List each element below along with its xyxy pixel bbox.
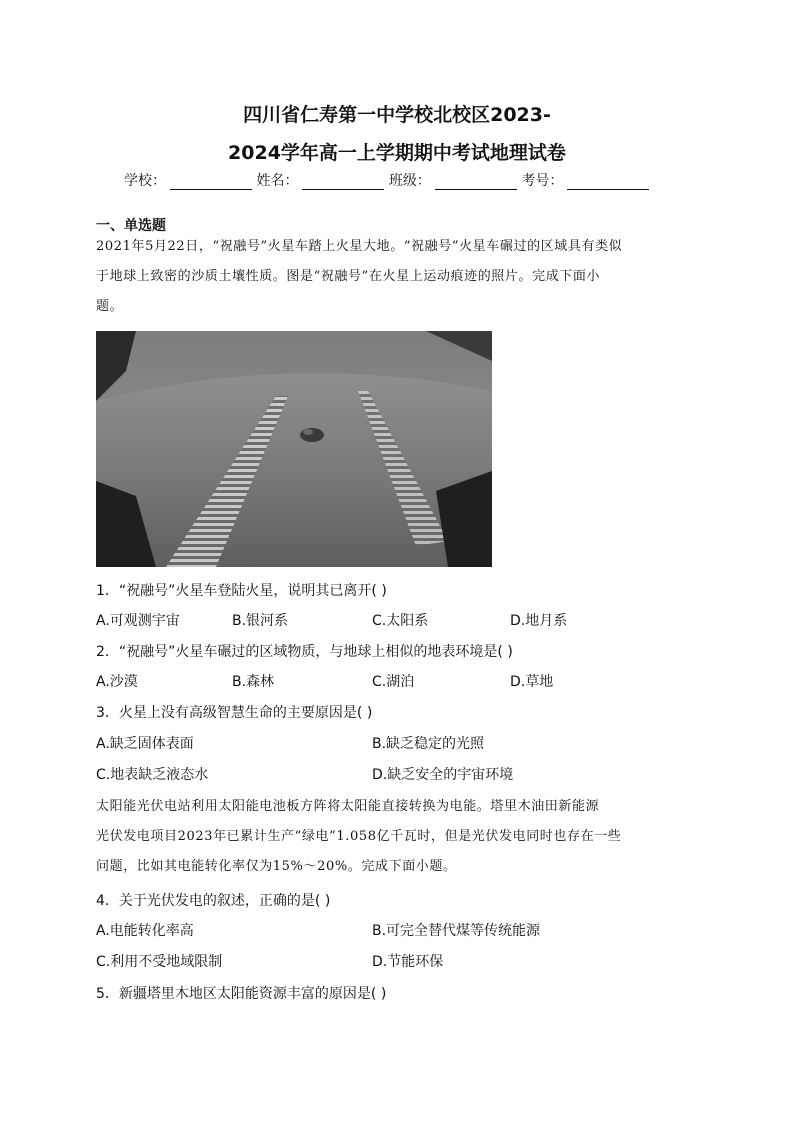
passage-2 xyxy=(96,792,702,882)
question-2-stem: 2．“祝融号”火星车碾过的区域物质，与地球上相似的地表环境是( ) xyxy=(96,644,513,660)
question-2-option-a[interactable]: A.沙漠 xyxy=(96,674,138,690)
question-4-option-d[interactable]: D.节能环保 xyxy=(372,954,444,970)
name-label: 姓名： xyxy=(256,173,299,189)
passage-1-line: 于地球上致密的沙质土壤性质。图是“祝融号”在火星上运动痕迹的照片。完成下面小 xyxy=(96,269,601,284)
class-label: 班级： xyxy=(388,173,431,189)
school-blank[interactable] xyxy=(170,173,252,190)
photo-illustration xyxy=(96,331,492,567)
question-4-option-b[interactable]: B.可完全替代煤等传统能源 xyxy=(372,923,541,939)
question-3-option-c[interactable]: C.地表缺乏液态水 xyxy=(96,767,209,783)
question-3-option-b[interactable]: B.缺乏稳定的光照 xyxy=(372,736,485,752)
exam-title-line1: 四川省仁寿第一中学校北校区2023- xyxy=(243,104,551,126)
question-1-option-b[interactable]: B.银河系 xyxy=(232,613,289,629)
section-title: 一、单选题 xyxy=(96,218,166,234)
exam-no-blank[interactable] xyxy=(567,173,649,190)
question-4-option-a[interactable]: A.电能转化率高 xyxy=(96,923,194,939)
question-2-option-c[interactable]: C.湖泊 xyxy=(372,674,415,690)
passage-2-line: 光伏发电项目2023年已累计生产“绿电”1.058亿千瓦时，但是光伏发电同时也存在一些 xyxy=(96,829,622,844)
question-3-option-d[interactable]: D.缺乏安全的宇宙环境 xyxy=(372,767,514,783)
exam-no-label: 考号： xyxy=(521,173,564,189)
question-1-option-a[interactable]: A.可观测宇宙 xyxy=(96,613,180,629)
student-info-row xyxy=(124,170,649,190)
question-2-option-b[interactable]: B.森林 xyxy=(232,674,275,690)
exam-title-line2: 2024学年高一上学期期中考试地理试卷 xyxy=(228,142,566,164)
passage-2-line: 太阳能光伏电站利用太阳能电池板方阵将太阳能直接转换为电能。塔里木油田新能源 xyxy=(96,799,600,814)
class-blank[interactable] xyxy=(435,173,517,190)
passage-1-line: 2021年5月22日，“祝融号”火星车踏上火星大地。“祝融号”火星车碾过的区域具有类似 xyxy=(96,239,623,254)
passage-2-line: 问题，比如其电能转化率仅为15%～20%。完成下面小题。 xyxy=(96,859,457,874)
name-blank[interactable] xyxy=(302,173,384,190)
school-label: 学校： xyxy=(124,173,166,189)
question-5-stem: 5．新疆塔里木地区太阳能资源丰富的原因是( ) xyxy=(96,986,387,1002)
passage-1 xyxy=(96,232,702,322)
question-1-option-d[interactable]: D.地月系 xyxy=(510,613,568,629)
question-4-stem: 4．关于光伏发电的叙述，正确的是( ) xyxy=(96,893,331,909)
question-3-stem: 3．火星上没有高级智慧生命的主要原因是( ) xyxy=(96,705,373,721)
question-1-option-c[interactable]: C.太阳系 xyxy=(372,613,429,629)
question-1-stem: 1．“祝融号”火星车登陆火星，说明其已离开( ) xyxy=(96,583,387,599)
mars-rover-tracks-photo xyxy=(96,331,492,567)
question-2-option-d[interactable]: D.草地 xyxy=(510,674,554,690)
question-4-option-c[interactable]: C.利用不受地域限制 xyxy=(96,954,223,970)
question-3-option-a[interactable]: A.缺乏固体表面 xyxy=(96,736,194,752)
passage-1-line: 题。 xyxy=(96,299,124,314)
